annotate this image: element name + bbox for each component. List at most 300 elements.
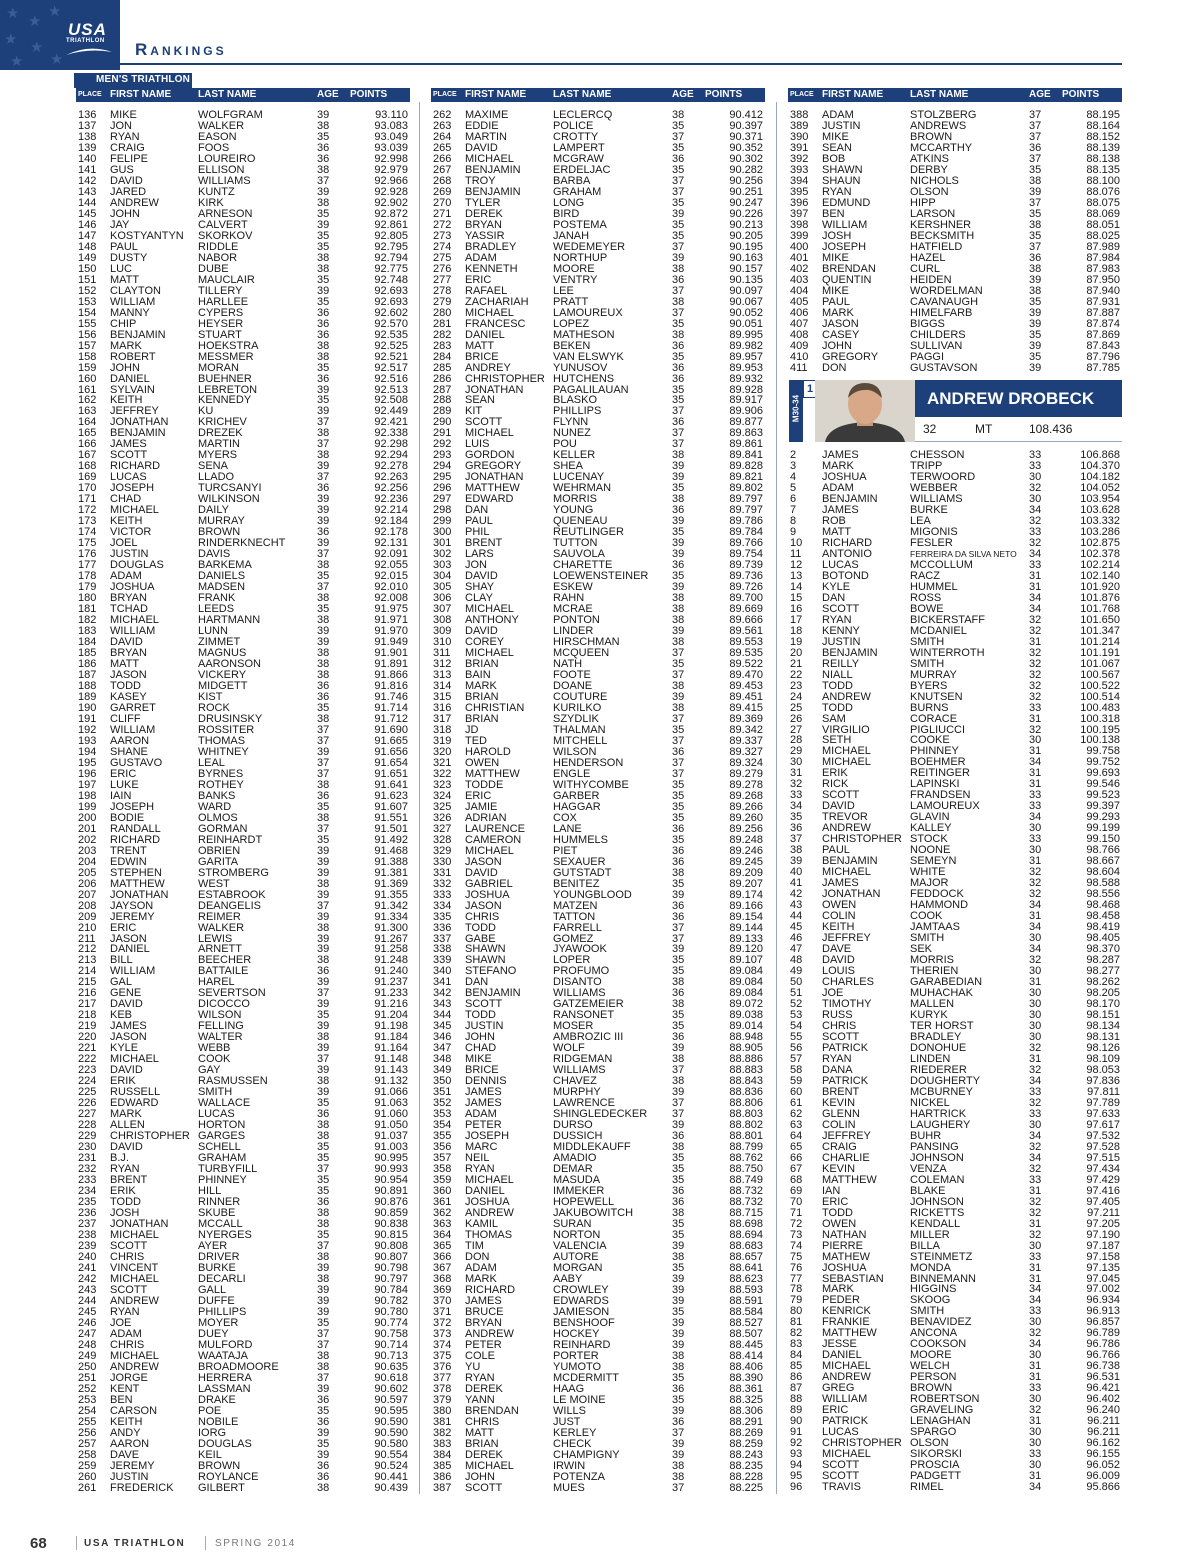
age: 35 bbox=[672, 229, 685, 242]
last-name: LONG bbox=[553, 196, 585, 209]
first-name: JAMES bbox=[822, 877, 859, 890]
first-name: CLAYTON bbox=[110, 284, 161, 297]
place: 363 bbox=[433, 1217, 452, 1230]
points: 89.072 bbox=[729, 998, 763, 1011]
age: 33 bbox=[1029, 449, 1042, 461]
points: 89.084 bbox=[729, 965, 763, 978]
first-name: ANTONIO bbox=[822, 547, 872, 560]
points: 87.869 bbox=[1086, 328, 1120, 341]
points: 98.277 bbox=[1086, 965, 1120, 978]
age: 38 bbox=[317, 1119, 330, 1132]
last-name: HIGGINS bbox=[910, 1283, 957, 1296]
last-name: MCDANIEL bbox=[910, 624, 967, 637]
place: 292 bbox=[433, 438, 452, 451]
first-name: LUKE bbox=[110, 778, 139, 791]
first-name: JOSHUA bbox=[465, 1196, 510, 1209]
last-name: MALLEN bbox=[910, 998, 955, 1010]
points: 91.148 bbox=[374, 1053, 408, 1066]
last-name: ENGLE bbox=[553, 767, 591, 780]
last-name: NOONE bbox=[910, 844, 951, 857]
points: 103.628 bbox=[1080, 503, 1120, 516]
first-name: MARK bbox=[465, 679, 497, 692]
points: 92.570 bbox=[374, 317, 408, 330]
first-name: MATT bbox=[465, 339, 495, 352]
last-name: BROWN bbox=[198, 526, 241, 539]
first-name: LUCAS bbox=[822, 1426, 859, 1439]
ranking-row bbox=[431, 1417, 765, 1428]
usa-triathlon-logo: ★ ★ ★ ★ ★ ★ ★ USA TRIATHLON bbox=[0, 0, 120, 70]
first-name: DON bbox=[465, 1250, 490, 1263]
points: 96.789 bbox=[1086, 1327, 1120, 1340]
last-name: MURRAY bbox=[198, 515, 245, 528]
first-name: JEREMY bbox=[110, 1459, 155, 1472]
points: 98.556 bbox=[1086, 888, 1120, 901]
last-name: DUSSICH bbox=[553, 1130, 603, 1143]
place: 399 bbox=[790, 229, 809, 242]
ranking-row bbox=[76, 890, 410, 901]
points: 91.651 bbox=[374, 767, 408, 780]
first-name: COLIN bbox=[822, 1118, 856, 1131]
last-name: MAJOR bbox=[910, 877, 949, 890]
first-name: JESSE bbox=[822, 1338, 857, 1351]
last-name: SIKORSKI bbox=[910, 1448, 962, 1461]
place: 11 bbox=[790, 547, 802, 560]
first-name: ERIC bbox=[110, 767, 137, 780]
points: 97.002 bbox=[1086, 1283, 1120, 1296]
first-name: GLENN bbox=[822, 1107, 860, 1120]
points: 91.198 bbox=[374, 1020, 408, 1033]
age: 33 bbox=[1029, 1448, 1042, 1461]
points: 90.412 bbox=[729, 109, 763, 121]
last-name: REIMER bbox=[198, 910, 241, 923]
place: 238 bbox=[78, 1228, 97, 1241]
points: 89.342 bbox=[729, 723, 763, 736]
first-name: TED bbox=[465, 734, 487, 747]
age: 35 bbox=[672, 658, 685, 670]
footer-divider bbox=[205, 1536, 206, 1550]
ranking-row bbox=[788, 341, 1122, 352]
place: 223 bbox=[78, 1064, 97, 1077]
age: 39 bbox=[317, 383, 330, 396]
points: 90.135 bbox=[729, 273, 763, 286]
place: 252 bbox=[78, 1382, 97, 1395]
last-name: LASSMAN bbox=[198, 1382, 251, 1395]
first-name: WILLIAM bbox=[822, 218, 868, 231]
points: 89.268 bbox=[729, 789, 763, 802]
first-name: KOSTYANTYN bbox=[110, 229, 184, 242]
place: 207 bbox=[78, 888, 97, 901]
place: 145 bbox=[78, 207, 97, 220]
age: 39 bbox=[317, 932, 330, 945]
age: 37 bbox=[317, 723, 330, 736]
first-name: PAUL bbox=[110, 240, 138, 253]
points: 99.523 bbox=[1086, 789, 1120, 802]
points: 89.841 bbox=[729, 449, 763, 462]
age: 37 bbox=[672, 427, 685, 440]
last-name: COOKSON bbox=[910, 1338, 967, 1351]
first-name: RUSS bbox=[822, 1008, 853, 1021]
points: 87.843 bbox=[1086, 339, 1120, 352]
first-name: GREG bbox=[822, 1382, 855, 1395]
last-name: RIDGEMAN bbox=[553, 1053, 613, 1066]
age: 37 bbox=[672, 1108, 685, 1121]
last-name: TURBYFILL bbox=[198, 1163, 258, 1176]
points: 91.164 bbox=[374, 1042, 408, 1055]
points: 92.602 bbox=[374, 306, 408, 319]
age: 32 bbox=[1029, 1063, 1042, 1076]
points: 88.259 bbox=[729, 1437, 763, 1450]
place: 54 bbox=[790, 1019, 803, 1032]
points: 101.191 bbox=[1080, 646, 1120, 659]
age: 36 bbox=[317, 317, 330, 330]
ranking-row bbox=[76, 1395, 410, 1406]
place: 161 bbox=[78, 383, 97, 396]
age: 38 bbox=[317, 251, 330, 264]
first-name: SEAN bbox=[465, 394, 495, 407]
ranking-row bbox=[431, 297, 765, 308]
first-name: MATTHEW bbox=[110, 877, 165, 890]
place: 300 bbox=[433, 526, 452, 539]
points: 90.797 bbox=[374, 1272, 408, 1285]
points: 88.802 bbox=[729, 1119, 763, 1132]
age: 39 bbox=[317, 910, 330, 923]
last-name: BECKSMITH bbox=[910, 229, 975, 242]
points: 98.109 bbox=[1086, 1052, 1120, 1065]
place: 274 bbox=[433, 240, 452, 253]
first-name: JOEL bbox=[110, 537, 138, 550]
points: 92.449 bbox=[374, 405, 408, 418]
points: 88.801 bbox=[729, 1130, 763, 1143]
place: 69 bbox=[790, 1184, 803, 1197]
age: 35 bbox=[672, 1174, 685, 1187]
place: 72 bbox=[790, 1217, 803, 1230]
last-name: HOCKEY bbox=[553, 1327, 600, 1340]
age: 38 bbox=[317, 954, 330, 967]
last-name: YUNUSOV bbox=[553, 361, 608, 374]
place: 160 bbox=[78, 372, 97, 385]
last-name: TUTTON bbox=[553, 537, 598, 550]
last-name: JOHNSON bbox=[910, 1151, 964, 1164]
points: 90.838 bbox=[374, 1217, 408, 1230]
points: 101.347 bbox=[1080, 624, 1120, 637]
place: 14 bbox=[790, 580, 803, 593]
age: 38 bbox=[672, 493, 685, 506]
last-name: THOMAS bbox=[198, 734, 246, 747]
ranking-row bbox=[788, 670, 1122, 681]
first-name: DAVID bbox=[465, 625, 498, 638]
age: 34 bbox=[1029, 811, 1042, 824]
first-name: ERIC bbox=[822, 1404, 849, 1417]
points: 89.553 bbox=[729, 636, 763, 649]
age: 38 bbox=[317, 1031, 330, 1044]
last-name: MARTIN bbox=[198, 438, 240, 451]
age: 39 bbox=[317, 745, 330, 758]
ranking-row bbox=[431, 308, 765, 319]
first-name: THOMAS bbox=[465, 1228, 513, 1241]
first-name: SEBASTIAN bbox=[822, 1272, 884, 1285]
first-name: MICHAEL bbox=[822, 745, 871, 758]
first-name: JON bbox=[110, 119, 132, 132]
place: 245 bbox=[78, 1305, 97, 1318]
points: 88.414 bbox=[729, 1349, 763, 1362]
age: 34 bbox=[1029, 1338, 1042, 1351]
place: 341 bbox=[433, 976, 452, 989]
place: 352 bbox=[433, 1097, 452, 1110]
place: 47 bbox=[790, 943, 803, 956]
points: 90.256 bbox=[729, 174, 763, 187]
points: 89.120 bbox=[729, 943, 763, 956]
first-name: MARK bbox=[822, 1283, 854, 1296]
points: 91.267 bbox=[374, 932, 408, 945]
place: 344 bbox=[433, 1009, 452, 1022]
points: 97.135 bbox=[1086, 1261, 1120, 1274]
last-name: HUMMELS bbox=[553, 833, 609, 846]
points: 97.617 bbox=[1086, 1118, 1120, 1131]
first-name: BRICE bbox=[465, 1064, 499, 1077]
place: 50 bbox=[790, 976, 803, 989]
first-name: PATRICK bbox=[822, 1041, 869, 1054]
header-points: POINTS bbox=[350, 89, 388, 100]
first-name: JOSHUA bbox=[465, 888, 510, 901]
last-name: KNUTSEN bbox=[910, 690, 963, 703]
points: 91.355 bbox=[374, 888, 408, 901]
place: 359 bbox=[433, 1174, 452, 1187]
last-name: PHINNEY bbox=[198, 1174, 247, 1187]
place: 195 bbox=[78, 756, 97, 769]
last-name: PHILLIPS bbox=[198, 1305, 247, 1318]
place: 387 bbox=[433, 1481, 452, 1494]
place: 278 bbox=[433, 284, 452, 297]
last-name: KALLEY bbox=[910, 822, 952, 835]
age: 33 bbox=[1029, 833, 1042, 846]
last-name: AMBROZIC III bbox=[553, 1031, 624, 1044]
place: 56 bbox=[790, 1041, 803, 1054]
points: 90.815 bbox=[374, 1228, 408, 1241]
points: 88.051 bbox=[1086, 218, 1120, 231]
place: 179 bbox=[78, 581, 97, 594]
age: 32 bbox=[1029, 657, 1042, 670]
first-name: RUSSELL bbox=[110, 1086, 161, 1099]
points: 89.014 bbox=[729, 1020, 763, 1033]
last-name: MORRIS bbox=[553, 493, 597, 506]
points: 89.133 bbox=[729, 932, 763, 945]
first-name: RICHARD bbox=[110, 460, 161, 473]
age: 39 bbox=[317, 1020, 330, 1033]
age: 39 bbox=[317, 460, 330, 473]
first-name: ANDREW bbox=[822, 1371, 871, 1384]
age: 36 bbox=[672, 1185, 685, 1198]
last-name: GRAHAM bbox=[198, 1152, 247, 1165]
place: 151 bbox=[78, 273, 97, 286]
last-name: RIDDLE bbox=[198, 240, 239, 253]
place: 152 bbox=[78, 284, 97, 297]
points: 90.714 bbox=[374, 1338, 408, 1351]
last-name: HUTCHENS bbox=[553, 372, 615, 385]
last-name: BIRD bbox=[553, 207, 580, 220]
first-name: EDWIN bbox=[110, 855, 147, 868]
age: 38 bbox=[317, 559, 330, 572]
place: 27 bbox=[790, 723, 803, 736]
first-name: JAMES bbox=[110, 1020, 147, 1033]
first-name: ANDREW bbox=[110, 1360, 159, 1373]
points: 96.421 bbox=[1086, 1382, 1120, 1395]
last-name: PAGGI bbox=[910, 350, 945, 363]
header-points: POINTS bbox=[705, 89, 743, 100]
points: 89.084 bbox=[729, 976, 763, 989]
place: 52 bbox=[790, 998, 803, 1010]
age: 37 bbox=[672, 284, 685, 297]
place: 2 bbox=[790, 449, 797, 461]
first-name: RYAN bbox=[822, 1052, 852, 1065]
ranking-row bbox=[431, 341, 765, 352]
points: 97.045 bbox=[1086, 1272, 1120, 1285]
ranking-row bbox=[431, 1461, 765, 1472]
place: 287 bbox=[433, 383, 452, 396]
age: 35 bbox=[672, 1261, 685, 1274]
place: 21 bbox=[790, 657, 803, 670]
first-name: RYAN bbox=[822, 185, 852, 198]
points: 91.050 bbox=[374, 1119, 408, 1132]
age: 37 bbox=[672, 734, 685, 747]
ranking-row bbox=[76, 1461, 410, 1472]
points: 88.657 bbox=[729, 1250, 763, 1263]
last-name: BROWN bbox=[910, 130, 953, 143]
first-name: DAVID bbox=[465, 570, 498, 583]
ranking-row bbox=[788, 308, 1122, 319]
first-name: HAROLD bbox=[465, 745, 511, 758]
last-name: DRAKE bbox=[198, 1393, 236, 1406]
first-name: PETER bbox=[465, 1338, 502, 1351]
place: 41 bbox=[790, 877, 803, 890]
first-name: EDWARD bbox=[110, 1097, 159, 1110]
points: 90.859 bbox=[374, 1207, 408, 1219]
points: 88.732 bbox=[729, 1185, 763, 1198]
points: 88.698 bbox=[729, 1217, 763, 1230]
age: 36 bbox=[672, 822, 685, 835]
last-name: BOEHMER bbox=[910, 756, 966, 769]
first-name: KAMIL bbox=[465, 1217, 499, 1230]
points: 104.370 bbox=[1080, 459, 1120, 472]
place: 356 bbox=[433, 1141, 452, 1154]
last-name: SKUBE bbox=[198, 1207, 236, 1219]
place: 4 bbox=[790, 470, 797, 483]
ranking-row bbox=[788, 1252, 1122, 1263]
last-name: PROSCIA bbox=[910, 1459, 960, 1472]
last-name: TURCSANYI bbox=[198, 482, 262, 495]
ranking-row bbox=[788, 1230, 1122, 1241]
points: 91.665 bbox=[374, 734, 408, 747]
points: 89.451 bbox=[729, 690, 763, 703]
age: 37 bbox=[317, 767, 330, 780]
points: 89.784 bbox=[729, 526, 763, 539]
last-name: LECLERCQ bbox=[553, 109, 613, 121]
place: 244 bbox=[78, 1294, 97, 1307]
age: 30 bbox=[1029, 1437, 1042, 1450]
points: 89.248 bbox=[729, 833, 763, 846]
points: 87.796 bbox=[1086, 350, 1120, 363]
place: 37 bbox=[790, 833, 803, 846]
age: 30 bbox=[1029, 1118, 1042, 1131]
place: 408 bbox=[790, 328, 809, 341]
header-place: PLACE bbox=[78, 91, 102, 98]
place: 305 bbox=[433, 581, 452, 594]
place: 172 bbox=[78, 504, 97, 517]
first-name: JAMES bbox=[822, 503, 859, 516]
points: 89.415 bbox=[729, 701, 763, 714]
first-name: GARRET bbox=[110, 701, 156, 714]
last-name: GARBER bbox=[553, 789, 600, 802]
age: 39 bbox=[317, 943, 330, 956]
place: 313 bbox=[433, 668, 452, 681]
points: 88.243 bbox=[729, 1448, 763, 1461]
place: 190 bbox=[78, 701, 97, 714]
first-name: ERIC bbox=[465, 789, 492, 802]
first-name: ANDREW bbox=[465, 1327, 514, 1340]
first-name: KEB bbox=[110, 1009, 133, 1022]
age: 35 bbox=[317, 701, 330, 714]
age: 37 bbox=[317, 548, 330, 561]
points: 89.928 bbox=[729, 383, 763, 396]
first-name: RICHARD bbox=[110, 833, 161, 846]
place: 79 bbox=[790, 1294, 803, 1307]
age: 32 bbox=[1029, 514, 1042, 527]
points: 92.861 bbox=[374, 218, 408, 231]
points: 89.700 bbox=[729, 592, 763, 605]
last-name: MCCOLLUM bbox=[910, 558, 973, 571]
age: 35 bbox=[317, 361, 330, 374]
last-name: DISANTO bbox=[553, 976, 602, 989]
last-name: BUHR bbox=[910, 1129, 942, 1142]
place: 153 bbox=[78, 295, 97, 308]
first-name: RICHARD bbox=[822, 536, 873, 549]
last-name: DICOCCO bbox=[198, 998, 250, 1011]
first-name: BODIE bbox=[110, 811, 145, 824]
points: 92.794 bbox=[374, 251, 408, 264]
points: 90.302 bbox=[729, 152, 763, 165]
points: 89.144 bbox=[729, 921, 763, 934]
place: 240 bbox=[78, 1250, 97, 1263]
first-name: JONATHAN bbox=[110, 416, 169, 429]
age: 38 bbox=[317, 712, 330, 725]
first-name: CHRISTOPHER bbox=[822, 1437, 902, 1450]
last-name: THALMAN bbox=[553, 723, 606, 736]
place: 35 bbox=[790, 811, 803, 824]
age: 36 bbox=[672, 1130, 685, 1143]
ranking-row bbox=[788, 1208, 1122, 1219]
first-name: MATTHEW bbox=[822, 1327, 877, 1340]
ranking-row bbox=[76, 308, 410, 319]
place: 348 bbox=[433, 1053, 452, 1066]
first-name: SHAWN bbox=[465, 943, 506, 956]
first-name: AARON bbox=[110, 1437, 150, 1450]
place: 144 bbox=[78, 196, 97, 209]
age: 37 bbox=[317, 1371, 330, 1384]
header-last-name: LAST NAME bbox=[553, 89, 612, 100]
last-name: GARITA bbox=[198, 855, 239, 868]
age: 36 bbox=[317, 1470, 330, 1483]
last-name: STOCK bbox=[910, 833, 948, 846]
last-name: HAMMOND bbox=[910, 899, 969, 912]
place: 30 bbox=[790, 756, 803, 769]
age: 39 bbox=[317, 844, 330, 857]
first-name: GREGORY bbox=[822, 350, 879, 363]
first-name: MICHAEL bbox=[110, 1228, 159, 1241]
points: 90.780 bbox=[374, 1305, 408, 1318]
place: 293 bbox=[433, 449, 452, 462]
points: 98.370 bbox=[1086, 943, 1120, 956]
age: 39 bbox=[672, 1437, 685, 1450]
ranking-row bbox=[431, 846, 765, 857]
